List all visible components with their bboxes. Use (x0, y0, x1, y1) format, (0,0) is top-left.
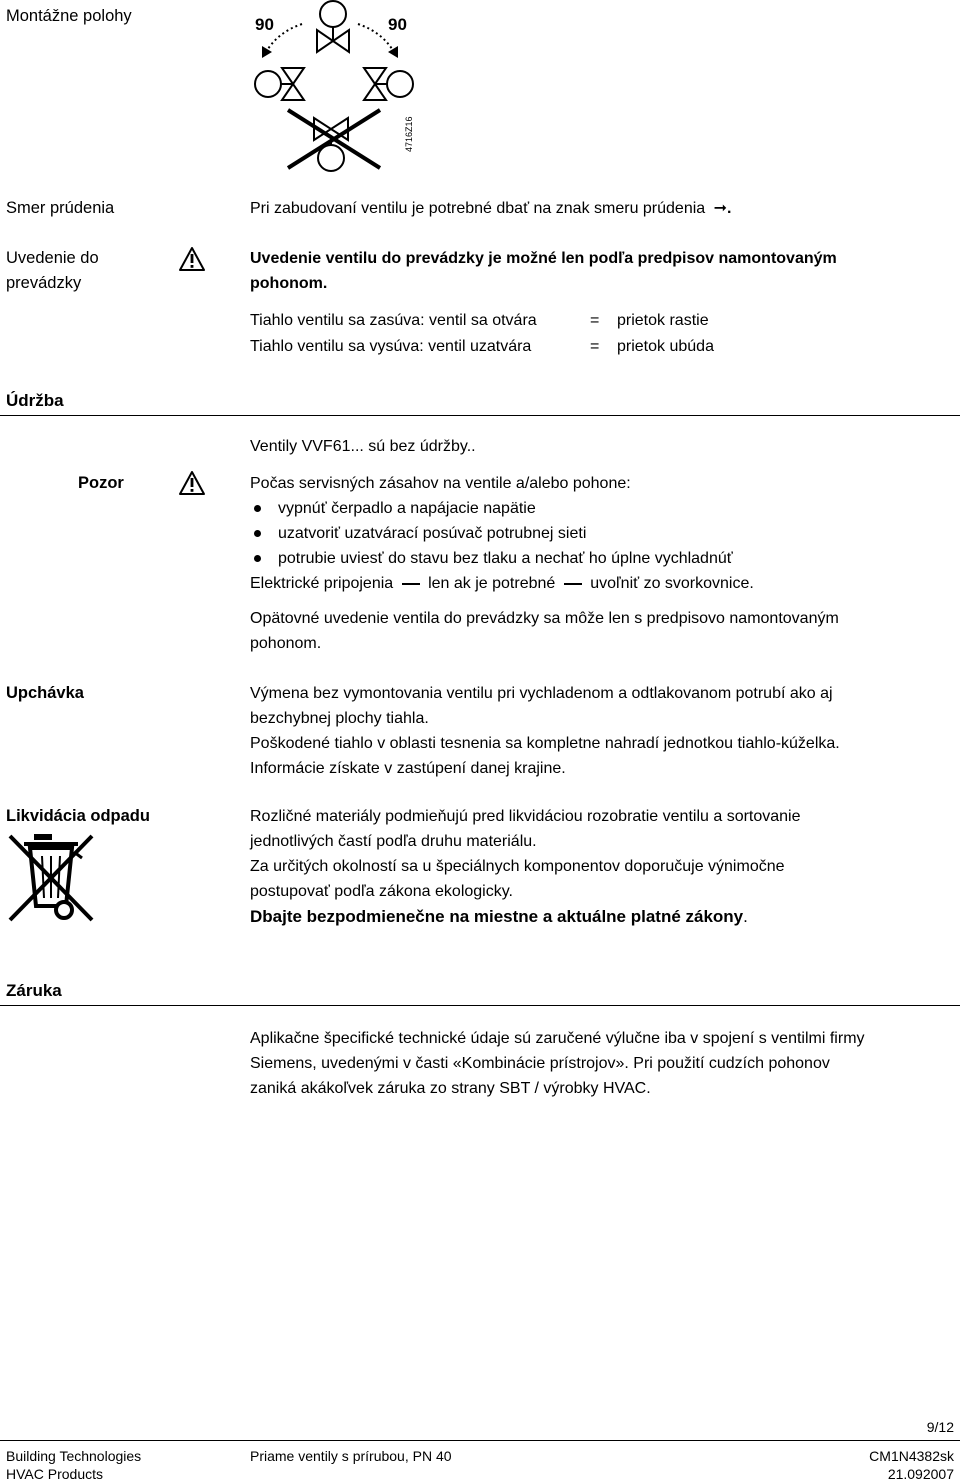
packing-line: bezchybnej plochy tiahla. (250, 710, 429, 727)
disposal-legal-end: . (743, 907, 748, 926)
bullet-icon (254, 530, 261, 537)
electric-note (250, 571, 754, 596)
warranty-heading: Záruka (6, 981, 62, 1000)
footer-divider (0, 1440, 960, 1441)
electric-note-part: Elektrické pripojenia (250, 575, 394, 592)
warranty-line: Siemens, uvedenými v časti «Kombinácie prístrojov». Pri použití cudzích pohonov (250, 1055, 830, 1072)
footer-doc-id: CM1N4382sk (869, 1448, 954, 1464)
bullet-icon (254, 555, 261, 562)
page-number: 9/12 (926, 1419, 954, 1435)
commissioning-warning (250, 246, 837, 296)
stroke-row-result: prietok rastie (617, 312, 709, 329)
flow-text (250, 196, 732, 221)
flow-label: Smer prúdenia (6, 199, 115, 217)
stroke-row-equals: = (590, 312, 600, 329)
footer-division: HVAC Products (6, 1466, 103, 1482)
angle-left-label: 90 (255, 15, 274, 34)
disposal-line: Rozličné materiály podmieňujú pred likvidáciou rozobratie ventilu a sortovanie (250, 808, 801, 825)
warranty-line: Aplikačne špecifické technické údaje sú zaručené výlučne iba v spojení s ventilmi firmy (250, 1030, 865, 1047)
list-item-text: vypnúť čerpadlo a napájacie napätie (278, 500, 536, 517)
stroke-row-condition: Tiahlo ventilu sa zasúva: ventil sa otvára (250, 312, 537, 329)
disposal-line: jednotlivých častí podľa druhu materiálu. (250, 833, 537, 850)
commissioning-label-line2: prevádzky (6, 274, 82, 292)
weee-bin-icon (6, 832, 96, 924)
warning-icon (178, 246, 206, 272)
caution-block (250, 471, 754, 596)
packing-line: Poškodené tiahlo v oblasti tesnenia sa kompletne nahradí jednotkou tiahlo-kúželka. (250, 735, 840, 752)
restart-note-line2: pohonom. (250, 635, 322, 652)
section-divider (0, 415, 960, 416)
disposal-line: postupovať podľa zákona ekologicky. (250, 883, 513, 900)
maintenance-intro: Ventily VVF61... sú bez údržby.. (250, 438, 476, 455)
flow-sentence: Pri zabudovaní ventilu je potrebné dbať na znak smeru prúdenia (250, 200, 706, 217)
dash (402, 583, 420, 585)
flow-arrow-icon: ➞ (713, 200, 728, 217)
mounting-label: Montážne polohy (6, 7, 132, 25)
disposal-text (250, 804, 801, 929)
list-item (250, 496, 754, 521)
restart-note (250, 606, 839, 656)
packing-line: Informácie získate v zastúpení danej krajine. (250, 760, 566, 777)
footer-date: 21.092007 (887, 1466, 954, 1482)
stroke-row-result: prietok ubúda (617, 338, 714, 355)
packing-line: Výmena bez vymontovania ventilu pri vychladenom a odtlakovanom potrubí ako aj (250, 685, 833, 702)
list-item-text: potrubie uviesť do stavu bez tlaku a nechať ho úplne vychladnúť (278, 550, 733, 567)
list-item (250, 546, 754, 571)
section-divider (0, 1005, 960, 1006)
mounting-positions-figure (240, 0, 430, 172)
packing-label: Upchávka (6, 684, 84, 702)
maintenance-heading: Údržba (6, 391, 64, 410)
caution-label: Pozor (78, 474, 124, 492)
footer-company: Building Technologies (6, 1448, 142, 1464)
bullet-icon (254, 505, 261, 512)
list-item (250, 521, 754, 546)
disposal-legal-text: Dbajte bezpodmienečne na miestne a aktuálne platné zákony (250, 907, 744, 926)
warranty-text (250, 1026, 865, 1101)
footer-title: Priame ventily s prírubou, PN 40 (250, 1448, 452, 1464)
commissioning-label (6, 246, 99, 296)
restart-note-line1: Opätovné uvedenie ventila do prevádzky sa môže len s predpisovo namontovaným (250, 610, 839, 627)
stroke-row-equals: = (590, 338, 600, 355)
commissioning-label-line1: Uvedenie do (6, 249, 99, 267)
disposal-label: Likvidácia odpadu (6, 807, 150, 825)
list-item-text: uzatvoriť uzatvárací posúvač potrubnej sieti (278, 525, 587, 542)
stroke-row-condition: Tiahlo ventilu sa vysúva: ventil uzatvára (250, 338, 532, 355)
packing-text (250, 681, 840, 781)
disposal-legal-note (250, 904, 801, 929)
commissioning-warning-line1: Uvedenie ventilu do prevádzky je možné len podľa predpisov namontovaným (250, 250, 837, 267)
angle-right-label: 90 (388, 15, 407, 34)
disposal-line: Za určitých okolností sa u špeciálnych komponentov doporučuje výnimočne (250, 858, 785, 875)
electric-note-part: len ak je potrebné (428, 575, 556, 592)
figure-code: 4716Z16 (404, 116, 414, 152)
dash (564, 583, 582, 585)
warning-icon (178, 470, 206, 496)
commissioning-warning-line2: pohonom. (250, 275, 328, 292)
caution-intro: Počas servisných zásahov na ventile a/alebo pohone: (250, 475, 631, 492)
warranty-line: zaniká akákoľvek záruka zo strany SBT / výrobky HVAC. (250, 1080, 651, 1097)
flow-end: . (727, 200, 732, 217)
electric-note-part: uvoľniť zo svorkovnice. (590, 575, 754, 592)
